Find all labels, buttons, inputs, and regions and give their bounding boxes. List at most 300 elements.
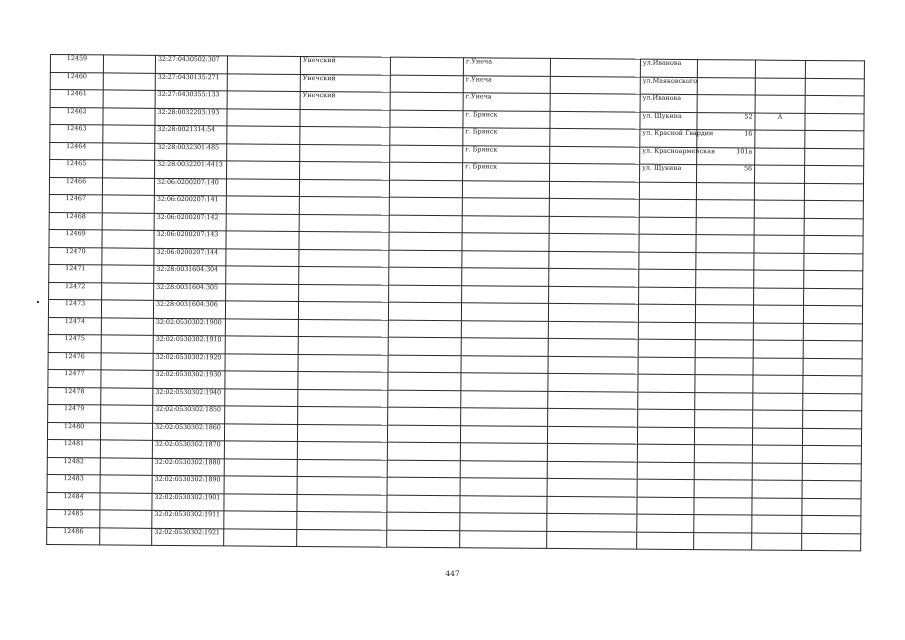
street-cell: [639, 199, 696, 217]
empty-cell: [224, 423, 297, 441]
locality-cell: [462, 180, 549, 198]
empty-cell: [100, 440, 152, 458]
empty-cell: [100, 510, 152, 528]
locality-cell: [460, 513, 547, 531]
empty-cell: [388, 302, 461, 320]
street-cell: [638, 339, 695, 357]
district-cell: [298, 389, 388, 407]
district-cell: [300, 161, 390, 179]
house-letter-cell: [754, 253, 804, 271]
cadastral-number-cell: 32:02:0530302:1920: [153, 353, 225, 371]
row-number-cell: 12472: [49, 282, 102, 300]
empty-cell: [550, 58, 640, 76]
district-cell: [297, 529, 387, 547]
empty-cell: [225, 406, 298, 424]
district-cell: [297, 494, 387, 512]
house-number-cell: [696, 252, 754, 270]
house-number-cell: [696, 182, 754, 200]
street-cell: [638, 392, 695, 410]
empty-cell: [550, 93, 640, 111]
empty-cell: [103, 142, 155, 160]
locality-cell: [462, 268, 549, 286]
street-cell: [638, 322, 695, 340]
empty-cell: [548, 338, 638, 356]
empty-cell: [226, 178, 299, 196]
locality-cell: г. Брянск: [463, 128, 550, 146]
empty-cell: [805, 130, 864, 148]
empty-cell: [389, 285, 462, 303]
locality-cell: [462, 198, 549, 216]
empty-cell: [224, 476, 297, 494]
empty-cell: [802, 480, 861, 498]
cadastral-number-cell: 32:27:0430502:307: [155, 55, 227, 73]
house-number-cell: [696, 270, 754, 288]
empty-cell: [225, 388, 298, 406]
empty-cell: [226, 266, 299, 284]
empty-cell: [805, 95, 864, 113]
empty-cell: [549, 233, 639, 251]
house-letter-cell: [754, 270, 804, 288]
street-cell: [637, 497, 694, 515]
house-letter-cell: [755, 60, 805, 78]
row-number-cell: 12474: [48, 317, 101, 335]
house-letter-cell: [753, 305, 803, 323]
empty-cell: [805, 148, 864, 166]
street-cell: [638, 409, 695, 427]
house-letter-cell: [753, 393, 803, 411]
empty-cell: [227, 143, 300, 161]
empty-cell: [805, 60, 864, 78]
locality-cell: г. Брянск: [463, 110, 550, 128]
empty-cell: [547, 531, 637, 549]
empty-cell: [390, 57, 463, 75]
empty-cell: [387, 425, 460, 443]
row-number-cell: 12465: [50, 160, 103, 178]
house-number-cell: [694, 445, 752, 463]
street-cell: [639, 182, 696, 200]
empty-cell: [390, 127, 463, 145]
street-cell: [638, 357, 695, 375]
empty-cell: [224, 493, 297, 511]
empty-cell: [102, 177, 154, 195]
empty-cell: [227, 126, 300, 144]
locality-cell: [462, 285, 549, 303]
street-cell: [639, 217, 696, 235]
register-table-body: [47, 55, 865, 551]
house-letter-cell: [755, 130, 805, 148]
district-cell: [299, 214, 389, 232]
empty-cell: [547, 478, 637, 496]
empty-cell: [548, 408, 638, 426]
cadastral-number-cell: 32:06:0200207:142: [154, 213, 226, 231]
cadastral-number-cell: 32:28:0032201:4413: [155, 160, 227, 178]
empty-cell: [802, 515, 861, 533]
district-cell: [298, 371, 388, 389]
cadastral-number-cell: 32:02:0530302:1911: [152, 510, 224, 528]
house-letter-cell: [755, 95, 805, 113]
house-letter-cell: [752, 463, 802, 481]
empty-cell: [101, 335, 153, 353]
empty-cell: [804, 200, 863, 218]
empty-cell: [803, 410, 862, 428]
empty-cell: [547, 426, 637, 444]
row-number-cell: 12476: [48, 352, 101, 370]
locality-cell: [461, 320, 548, 338]
empty-cell: [550, 146, 640, 164]
house-number-cell: [694, 532, 752, 550]
empty-cell: [547, 513, 637, 531]
empty-cell: [101, 405, 153, 423]
empty-cell: [804, 218, 863, 236]
house-number-cell: [696, 200, 754, 218]
locality-cell: [462, 233, 549, 251]
register-sheet: [46, 54, 866, 558]
house-letter-cell: [754, 288, 804, 306]
empty-cell: [224, 511, 297, 529]
cadastral-number-cell: 32:02:0530302:1930: [153, 370, 225, 388]
empty-cell: [548, 391, 638, 409]
street-cell: ул. Красноармейская: [640, 147, 697, 165]
empty-cell: [549, 216, 639, 234]
empty-cell: [101, 387, 153, 405]
district-cell: [298, 354, 388, 372]
district-cell: [297, 424, 387, 442]
empty-cell: [103, 160, 155, 178]
district-cell: [298, 301, 388, 319]
cadastral-number-cell: 32:27:0430135:271: [155, 73, 227, 91]
empty-cell: [227, 56, 300, 74]
empty-cell: [387, 530, 460, 548]
empty-cell: [101, 370, 153, 388]
row-number-cell: 12471: [49, 264, 102, 282]
house-letter-cell: [752, 515, 802, 533]
cadastral-number-cell: 32:27:0430355:133: [155, 90, 227, 108]
row-number-cell: 12478: [48, 387, 101, 405]
row-number-cell: 12462: [50, 107, 103, 125]
district-cell: [300, 144, 390, 162]
empty-cell: [550, 128, 640, 146]
row-number-cell: 12486: [47, 527, 100, 545]
locality-cell: [460, 460, 547, 478]
house-letter-cell: [752, 428, 802, 446]
locality-cell: [461, 373, 548, 391]
cadastral-number-cell: 32:06:0200207:141: [154, 195, 226, 213]
house-letter-cell: [754, 183, 804, 201]
house-number-cell: [696, 217, 754, 235]
empty-cell: [547, 443, 637, 461]
locality-cell: г.Унеча: [463, 75, 550, 93]
row-number-cell: 12477: [48, 369, 101, 387]
row-number-cell: 12467: [49, 194, 102, 212]
house-number-cell: [695, 305, 753, 323]
house-number-cell: [694, 462, 752, 480]
page-number: 447: [445, 569, 460, 578]
empty-cell: [805, 78, 864, 96]
empty-cell: [100, 527, 152, 545]
empty-cell: [805, 113, 864, 131]
empty-cell: [387, 512, 460, 530]
empty-cell: [548, 356, 638, 374]
empty-cell: [227, 91, 300, 109]
empty-cell: [388, 337, 461, 355]
house-number-cell: 16: [697, 130, 755, 148]
house-letter-cell: [752, 498, 802, 516]
locality-cell: [461, 390, 548, 408]
row-number-cell: 12468: [49, 212, 102, 230]
empty-cell: [389, 267, 462, 285]
cadastral-number-cell: 32:02:0530302:1900: [153, 318, 225, 336]
empty-cell: [389, 232, 462, 250]
empty-cell: [101, 317, 153, 335]
empty-cell: [389, 215, 462, 233]
street-cell: ул.Иванова: [640, 59, 697, 77]
street-cell: ул.Маяковского: [640, 77, 697, 95]
empty-cell: [102, 212, 154, 230]
empty-cell: [226, 283, 299, 301]
locality-cell: [461, 408, 548, 426]
house-number-cell: [694, 427, 752, 445]
locality-cell: г. Брянск: [463, 145, 550, 163]
street-cell: [637, 462, 694, 480]
cadastral-number-cell: 32:28:0021314:54: [155, 125, 227, 143]
empty-cell: [803, 323, 862, 341]
locality-cell: [460, 530, 547, 548]
empty-cell: [804, 270, 863, 288]
locality-cell: [462, 215, 549, 233]
house-letter-cell: [753, 340, 803, 358]
locality-cell: [461, 338, 548, 356]
district-cell: [297, 441, 387, 459]
cadastral-number-cell: 32:02:0530302:1921: [152, 528, 224, 546]
house-letter-cell: [755, 148, 805, 166]
house-letter-cell: [754, 218, 804, 236]
empty-cell: [225, 301, 298, 319]
street-cell: [637, 514, 694, 532]
empty-cell: [388, 320, 461, 338]
empty-cell: [388, 390, 461, 408]
empty-cell: [100, 492, 152, 510]
empty-cell: [389, 250, 462, 268]
empty-cell: [224, 528, 297, 546]
street-cell: [637, 427, 694, 445]
empty-cell: [390, 162, 463, 180]
house-letter-cell: [752, 480, 802, 498]
row-number-cell: 12480: [47, 422, 100, 440]
house-number-cell: [695, 410, 753, 428]
row-number-cell: 12482: [47, 457, 100, 475]
house-number-cell: [697, 95, 755, 113]
empty-cell: [102, 247, 154, 265]
house-letter-cell: [755, 165, 805, 183]
empty-cell: [103, 55, 155, 73]
empty-cell: [224, 441, 297, 459]
house-letter-cell: [754, 200, 804, 218]
empty-cell: [227, 161, 300, 179]
empty-cell: [388, 407, 461, 425]
empty-cell: [549, 251, 639, 269]
house-number-cell: [694, 480, 752, 498]
house-letter-cell: [754, 235, 804, 253]
street-cell: ул.Иванова: [640, 94, 697, 112]
district-cell: [298, 406, 388, 424]
empty-cell: [225, 336, 298, 354]
street-cell: [637, 479, 694, 497]
street-cell: [639, 252, 696, 270]
row-number-cell: 12461: [50, 90, 103, 108]
cadastral-number-cell: 32:02:0530302:1850: [153, 405, 225, 423]
empty-cell: [100, 457, 152, 475]
cadastral-number-cell: 32:02:0530302:1880: [152, 458, 224, 476]
row-number-cell: 12470: [49, 247, 102, 265]
empty-cell: [227, 73, 300, 91]
empty-cell: [803, 340, 862, 358]
district-cell: Унечский: [300, 91, 390, 109]
district-cell: [297, 476, 387, 494]
empty-cell: [804, 253, 863, 271]
house-number-cell: [697, 77, 755, 95]
row-number-cell: 12466: [49, 177, 102, 195]
empty-cell: [102, 282, 154, 300]
house-letter-cell: [753, 323, 803, 341]
empty-cell: [102, 195, 154, 213]
empty-cell: [548, 321, 638, 339]
cadastral-number-cell: 32:02:0530302:1901: [152, 493, 224, 511]
cadastral-number-cell: 32:02:0530302:1910: [153, 335, 225, 353]
empty-cell: [226, 231, 299, 249]
street-cell: [638, 304, 695, 322]
house-number-cell: [697, 60, 755, 78]
cadastral-number-cell: 32:28:0031604:305: [154, 283, 226, 301]
house-number-cell: [695, 392, 753, 410]
district-cell: [299, 179, 389, 197]
empty-cell: [803, 393, 862, 411]
empty-cell: [388, 372, 461, 390]
district-cell: [299, 249, 389, 267]
house-number-cell: [694, 497, 752, 515]
district-cell: [299, 284, 389, 302]
empty-cell: [804, 235, 863, 253]
empty-cell: [804, 183, 863, 201]
register-table: [46, 54, 865, 551]
locality-cell: [460, 495, 547, 513]
district-cell: [299, 266, 389, 284]
house-letter-cell: [753, 410, 803, 428]
empty-cell: [547, 461, 637, 479]
street-cell: ул. Красной Гвардии: [640, 129, 697, 147]
empty-cell: [225, 318, 298, 336]
cadastral-number-cell: 32:02:0530302:1890: [152, 475, 224, 493]
empty-cell: [387, 442, 460, 460]
empty-cell: [225, 371, 298, 389]
empty-cell: [226, 213, 299, 231]
empty-cell: [103, 90, 155, 108]
row-number-cell: 12475: [48, 334, 101, 352]
empty-cell: [549, 286, 639, 304]
scan-speck: [37, 301, 39, 303]
house-letter-cell: [755, 78, 805, 96]
district-cell: [299, 231, 389, 249]
empty-cell: [804, 288, 863, 306]
locality-cell: [460, 425, 547, 443]
house-number-cell: [695, 375, 753, 393]
empty-cell: [549, 198, 639, 216]
empty-cell: [387, 460, 460, 478]
empty-cell: [805, 165, 864, 183]
house-number-cell: [696, 287, 754, 305]
house-letter-cell: [752, 445, 802, 463]
empty-cell: [224, 458, 297, 476]
row-number-cell: 12463: [50, 125, 103, 143]
cadastral-number-cell: 32:06:0200207:140: [154, 178, 226, 196]
empty-cell: [802, 428, 861, 446]
district-cell: [297, 511, 387, 529]
empty-cell: [389, 180, 462, 198]
row-number-cell: 12460: [50, 72, 103, 90]
empty-cell: [803, 305, 862, 323]
house-letter-cell: [752, 533, 802, 551]
street-cell: ул. Щукина: [640, 164, 697, 182]
cadastral-number-cell: 32:28:0031604:306: [153, 300, 225, 318]
empty-cell: [390, 110, 463, 128]
empty-cell: [803, 358, 862, 376]
row-number-cell: 12479: [48, 404, 101, 422]
street-cell: [637, 444, 694, 462]
cadastral-number-cell: 32:02:0530302:1860: [152, 423, 224, 441]
empty-cell: [102, 230, 154, 248]
empty-cell: [802, 463, 861, 481]
row-number-cell: 12481: [47, 439, 100, 457]
empty-cell: [549, 181, 639, 199]
house-number-cell: [695, 322, 753, 340]
empty-cell: [547, 496, 637, 514]
district-cell: [300, 126, 390, 144]
house-letter-cell: [753, 358, 803, 376]
cadastral-number-cell: 32:06:0200207:144: [154, 248, 226, 266]
empty-cell: [548, 373, 638, 391]
empty-cell: [226, 248, 299, 266]
house-number-cell: [696, 235, 754, 253]
empty-cell: [100, 422, 152, 440]
house-number-cell: [694, 515, 752, 533]
cadastral-number-cell: 32:28:0032203:193: [155, 108, 227, 126]
street-cell: [638, 374, 695, 392]
empty-cell: [802, 498, 861, 516]
empty-cell: [550, 163, 640, 181]
empty-cell: [103, 125, 155, 143]
empty-cell: [549, 268, 639, 286]
cadastral-number-cell: 32:02:0530302:1940: [153, 388, 225, 406]
empty-cell: [101, 300, 153, 318]
empty-cell: [387, 495, 460, 513]
empty-cell: [227, 108, 300, 126]
row-number-cell: 12469: [49, 229, 102, 247]
locality-cell: [460, 478, 547, 496]
empty-cell: [390, 75, 463, 93]
empty-cell: [387, 477, 460, 495]
empty-cell: [103, 107, 155, 125]
cadastral-number-cell: 32:28:0032301:485: [155, 143, 227, 161]
empty-cell: [226, 196, 299, 214]
empty-cell: [389, 197, 462, 215]
empty-cell: [102, 265, 154, 283]
district-cell: [297, 459, 387, 477]
district-cell: [298, 319, 388, 337]
locality-cell: г.Унеча: [463, 93, 550, 111]
row-number-cell: 12473: [48, 299, 101, 317]
empty-cell: [390, 92, 463, 110]
empty-cell: [550, 76, 640, 94]
district-cell: [300, 109, 390, 127]
